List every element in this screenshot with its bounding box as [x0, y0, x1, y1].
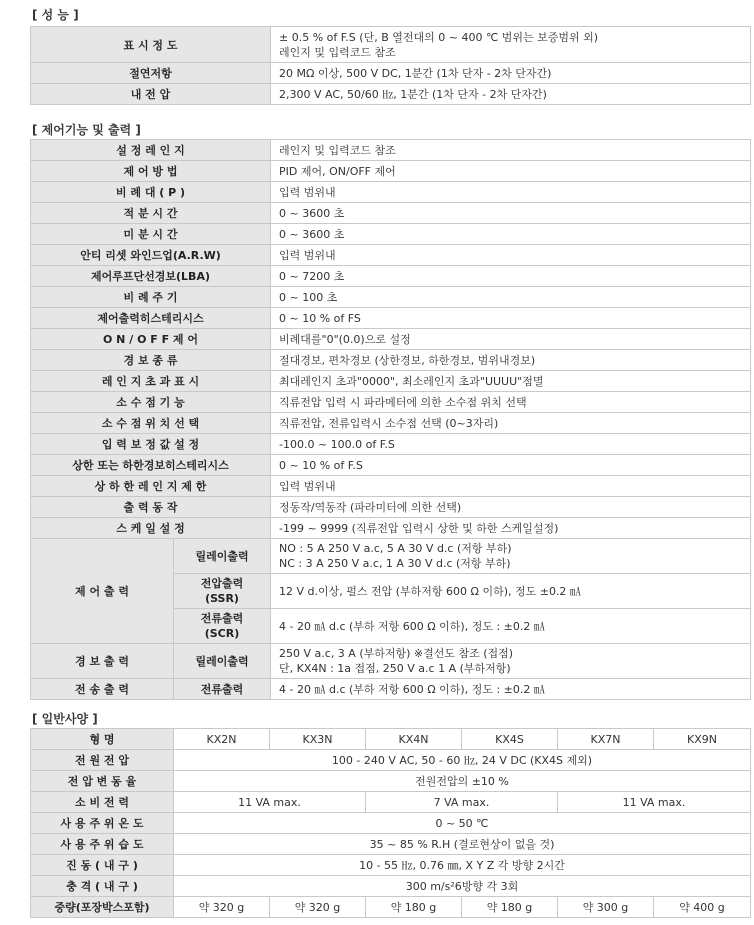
row-label: 소 수 점 기 능: [31, 392, 271, 413]
row-value: 0 ~ 50 ℃: [174, 813, 751, 834]
table-row: [31, 308, 751, 329]
row-value: 35 ~ 85 % R.H (결로현상이 없을 것): [174, 834, 751, 855]
row-label: 레 인 지 초 과 표 시: [31, 371, 271, 392]
table-row: [31, 434, 751, 455]
row-value: 11 VA max.: [558, 792, 751, 813]
row-value: 입력 범위내: [271, 245, 751, 266]
row-value: ± 0.5 % of F.S (단, B 열전대의 0 ~ 400 ℃ 범위는 보증범위 외) 레인지 및 입력코드 참조: [271, 27, 751, 63]
general-table: [30, 728, 751, 918]
row-label: 상 하 한 레 인 지 제 한: [31, 476, 271, 497]
model-name: KX3N: [270, 729, 366, 750]
table-row: [31, 476, 751, 497]
row-value: 약 300 g: [558, 897, 654, 918]
row-value: -100.0 ~ 100.0 of F.S: [271, 434, 751, 455]
performance-table: [30, 26, 751, 105]
section-title-performance: [ 성 능 ]: [32, 8, 79, 22]
table-row: [31, 266, 751, 287]
row-label: 적 분 시 간: [31, 203, 271, 224]
row-value: 20 MΩ 이상, 500 V DC, 1분간 (1차 단자 - 2차 단자간): [271, 63, 751, 84]
model-name: KX9N: [654, 729, 751, 750]
table-row: [31, 371, 751, 392]
row-value: 입력 범위내: [271, 182, 751, 203]
row-label: 비 례 대 ( P ): [31, 182, 271, 203]
table-row: [31, 518, 751, 539]
row-value: 7 VA max.: [366, 792, 558, 813]
section-title-control: [ 제어기능 및 출력 ]: [32, 123, 141, 137]
row-value: 전원전압의 ±10 %: [174, 771, 751, 792]
row-label: 제어루프단선경보(LBA): [31, 266, 271, 287]
section-title-general: [ 일반사양 ]: [32, 712, 98, 726]
row-value: -199 ~ 9999 (직류전압 입력시 상한 및 하한 스케일설정): [271, 518, 751, 539]
table-row: [31, 182, 751, 203]
table-row: [31, 161, 751, 182]
transmission-output-label: 전 송 출 력: [31, 679, 174, 700]
row-value: 약 320 g: [174, 897, 270, 918]
row-value: 0 ~ 10 % of F.S: [271, 455, 751, 476]
model-name: KX7N: [558, 729, 654, 750]
row-label: 출 력 동 작: [31, 497, 271, 518]
row-value: 직류전압, 전류입력시 소수점 선택 (0~3자리): [271, 413, 751, 434]
row-label: 제어출력히스테리시스: [31, 308, 271, 329]
row-label: O N / O F F 제 어: [31, 329, 271, 350]
row-label: 내 전 압: [31, 84, 271, 105]
row-value: PID 제어, ON/OFF 제어: [271, 161, 751, 182]
row-label: 안티 리셋 와인드업(A.R.W): [31, 245, 271, 266]
sub-label: 릴레이출력: [174, 644, 271, 679]
row-label: 절연저항: [31, 63, 271, 84]
row-value: 입력 범위내: [271, 476, 751, 497]
sub-label: 전압출력 (SSR): [174, 574, 271, 609]
row-value: 레인지 및 입력코드 참조: [271, 140, 751, 161]
sub-label: 릴레이출력: [174, 539, 271, 574]
row-label: 상한 또는 하한경보히스테리시스: [31, 455, 271, 476]
control-output-label: 제 어 출 력: [31, 539, 174, 644]
table-row: [31, 497, 751, 518]
row-label: 표 시 정 도: [31, 27, 271, 63]
table-row: [31, 350, 751, 371]
row-value: 0 ~ 100 초: [271, 287, 751, 308]
row-value: 약 400 g: [654, 897, 751, 918]
row-value: 약 320 g: [270, 897, 366, 918]
table-row: [31, 329, 751, 350]
row-value: 4 - 20 ㎃ d.c (부하 저항 600 Ω 이하), 정도 : ±0.2 ㎃: [271, 679, 751, 700]
row-label: 전 압 변 동 율: [31, 771, 174, 792]
row-value: 250 V a.c, 3 A (부하저항) ※결선도 참조 (접점) 단, KX4N : 1a 접점, 250 V a.c 1 A (부하저항): [271, 644, 751, 679]
table-row: [31, 203, 751, 224]
row-value: 4 - 20 ㎃ d.c (부하 저항 600 Ω 이하), 정도 : ±0.2 ㎃: [271, 609, 751, 644]
row-label: 소 비 전 력: [31, 792, 174, 813]
model-header-label: 형 명: [31, 729, 174, 750]
row-value: 직류전압 입력 시 파라메터에 의한 소수점 위치 선택: [271, 392, 751, 413]
row-label: 충 격 ( 내 구 ): [31, 876, 174, 897]
row-value: 300 m/s²6방향 각 3회: [174, 876, 751, 897]
control-table: [30, 139, 751, 700]
table-row: [31, 224, 751, 245]
row-value: 비례대를"0"(0.0)으로 설정: [271, 329, 751, 350]
row-value: NO : 5 A 250 V a.c, 5 A 30 V d.c (저항 부하) NC : 3 A 250 V a.c, 1 A 30 V d.c (저항 부하): [271, 539, 751, 574]
sub-label: 전류출력 (SCR): [174, 609, 271, 644]
row-value: 절대경보, 편차경보 (상한경보, 하한경보, 범위내경보): [271, 350, 751, 371]
row-label: 경 보 종 류: [31, 350, 271, 371]
row-label: 스 케 일 설 정: [31, 518, 271, 539]
table-row: [31, 287, 751, 308]
table-row: [31, 392, 751, 413]
row-label: 미 분 시 간: [31, 224, 271, 245]
row-value: 정동작/역동작 (파라미터에 의한 선택): [271, 497, 751, 518]
row-value: 10 - 55 ㎐, 0.76 ㎜, X Y Z 각 방향 2시간: [174, 855, 751, 876]
row-label: 사 용 주 위 온 도: [31, 813, 174, 834]
row-value: 0 ~ 7200 초: [271, 266, 751, 287]
model-name: KX2N: [174, 729, 270, 750]
row-label: 전 원 전 압: [31, 750, 174, 771]
row-label: 중량(포장박스포함): [31, 897, 174, 918]
row-value: 최대레인지 초과"0000", 최소레인지 초과"UUUU"점멸: [271, 371, 751, 392]
table-row: [31, 455, 751, 476]
row-label: 설 정 레 인 지: [31, 140, 271, 161]
alarm-output-label: 경 보 출 력: [31, 644, 174, 679]
row-value: 0 ~ 3600 초: [271, 224, 751, 245]
row-label: 입 력 보 정 값 설 정: [31, 434, 271, 455]
row-label: 소 수 점 위 치 선 택: [31, 413, 271, 434]
row-label: 비 례 주 기: [31, 287, 271, 308]
model-name: KX4S: [462, 729, 558, 750]
row-value: 약 180 g: [462, 897, 558, 918]
row-label: 제 어 방 법: [31, 161, 271, 182]
model-name: KX4N: [366, 729, 462, 750]
row-label: 사 용 주 위 습 도: [31, 834, 174, 855]
sub-label: 전류출력: [174, 679, 271, 700]
table-row: [31, 245, 751, 266]
row-value: 11 VA max.: [174, 792, 366, 813]
row-value: 0 ~ 3600 초: [271, 203, 751, 224]
row-value: 2,300 V AC, 50/60 ㎐, 1분간 (1차 단자 - 2차 단자간): [271, 84, 751, 105]
table-row: [31, 413, 751, 434]
row-label: 진 동 ( 내 구 ): [31, 855, 174, 876]
row-value: 100 - 240 V AC, 50 - 60 ㎐, 24 V DC (KX4S 제외): [174, 750, 751, 771]
row-value: 약 180 g: [366, 897, 462, 918]
table-row: [31, 140, 751, 161]
row-value: 12 V d.이상, 펄스 전압 (부하저항 600 Ω 이하), 정도 ±0.2 ㎃: [271, 574, 751, 609]
row-value: 0 ~ 10 % of FS: [271, 308, 751, 329]
